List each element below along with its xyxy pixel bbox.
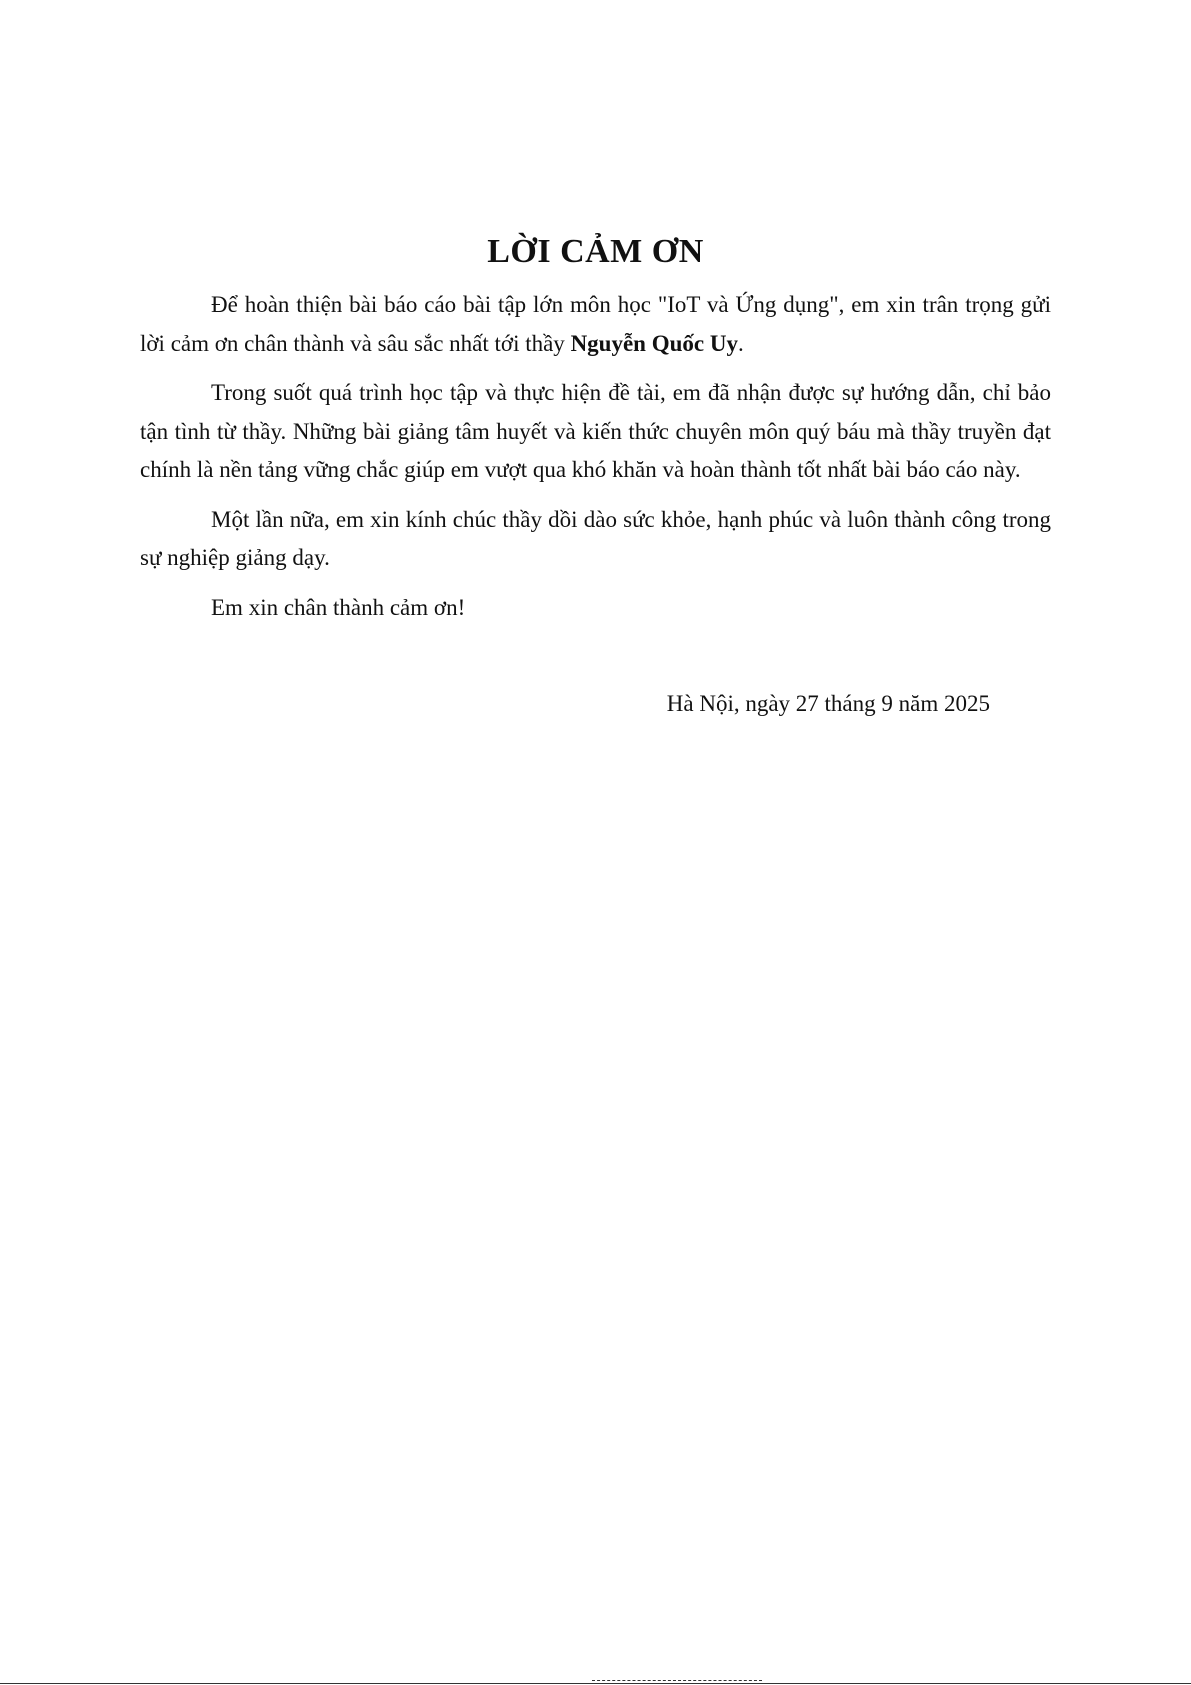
document-body — [140, 286, 1051, 638]
paragraph-wishes: Một lần nữa, em xin kính chúc thầy dồi dào sức khỏe, hạnh phúc và luôn thành công trong sự nghiệp giảng dạy. — [140, 506, 1051, 570]
bottom-divider-mark — [592, 1680, 762, 1681]
paragraph-thanks: Em xin chân thành cảm ơn! — [211, 594, 466, 620]
bottom-divider — [0, 1683, 1191, 1684]
paragraph-gratitude-text: Để hoàn thiện bài báo cáo bài tập lớn môn học "IoT và Ứng dụng", em xin trân trọng gửi lời cảm ơn chân thành và sâu sắc nhất tới thầy — [140, 292, 1051, 356]
paragraph-gratitude-end: . — [737, 330, 744, 356]
paragraph-guidance: Trong suốt quá trình học tập và thực hiện đề tài, em đã nhận được sự hướng dẫn, chỉ bảo tận tình từ thầy. Những bài giảng tâm huyết và kiến thức chuyên môn quý báu mà thầy truyền đạt chính là nền tảng vững chắc giúp em vượt qua khó khăn và hoàn thành tốt nhất bài báo cáo này. — [140, 380, 1051, 482]
teacher-name: Nguyễn Quốc Uy — [570, 330, 738, 356]
paragraph-gratitude — [140, 286, 1051, 363]
date-line: Hà Nội, ngày 27 tháng 9 năm 2025 — [666, 691, 990, 716]
page-title: LỜI CẢM ƠN — [487, 233, 704, 270]
